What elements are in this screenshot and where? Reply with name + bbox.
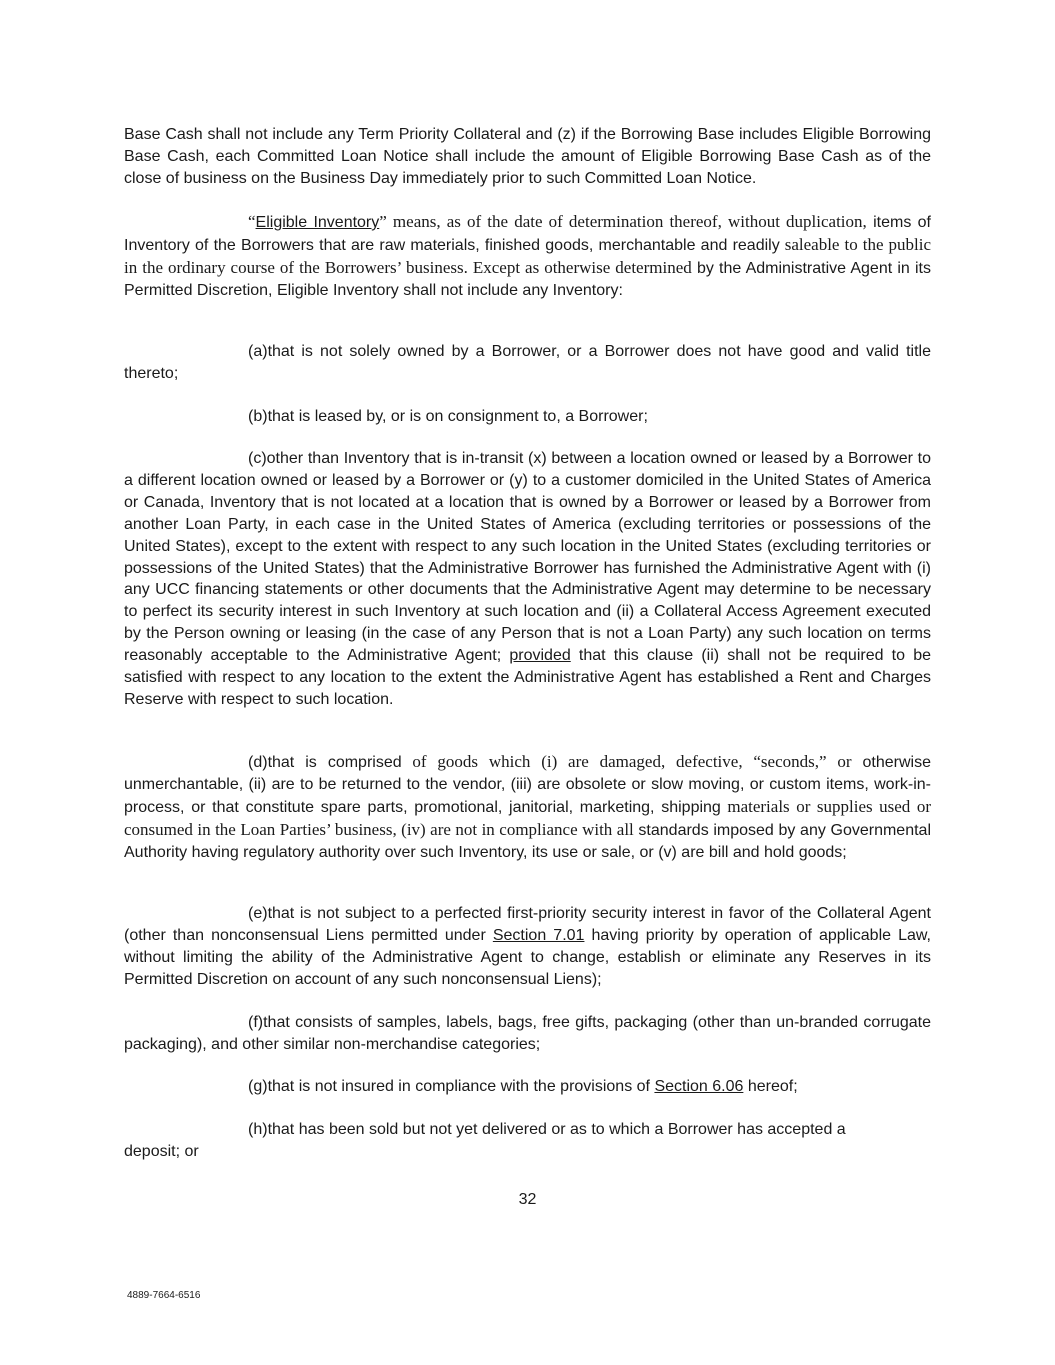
clause-d <box>124 751 931 864</box>
clause-text: that consists of samples, labels, bags, free gifts, packaging (other than un-branded corrugate packaging), and other similar non-merchandise categories; <box>124 1014 931 1053</box>
clause-label: (d) <box>248 754 268 771</box>
definition-text-3: saleable to the public in the ordinary course of the Borrowers’ business. Except as otherwise determined <box>124 234 931 277</box>
quote-open: “ <box>248 212 256 231</box>
clause-text: that is not subject to a perfected first-priority security interest in favor of the Collateral Agent (other than nonconsensual Liens permitted under <box>124 905 931 944</box>
clause-label: (e) <box>248 905 268 922</box>
provided-term: provided <box>509 647 571 665</box>
clause-label: (g) <box>248 1078 268 1095</box>
clause-label: (a) <box>248 343 268 360</box>
definition-eligible-inventory <box>124 211 931 302</box>
clause-text-1: that is comprised <box>267 754 402 771</box>
clause-text: that is not solely owned by a Borrower, or a Borrower does not have good and valid title thereto; <box>124 343 931 382</box>
clause-text-2: of goods which (i) are damaged, defective, “seconds,” or <box>401 752 852 771</box>
intro-paragraph <box>124 124 931 190</box>
section-reference: Section 7.01 <box>492 926 585 944</box>
clause-label: (c) <box>248 450 267 467</box>
clause-e <box>124 903 931 991</box>
clause-h <box>124 1119 931 1141</box>
clause-b <box>124 406 931 428</box>
clause-c <box>124 448 931 711</box>
clause-text-cont: having priority by operation of applicable Law, without limiting the ability of the Administrative Agent to change, establish or eliminate any Reserves in its Permitted Discretion on account of any such nonconsensual Liens); <box>124 926 932 988</box>
clause-text: that is not insured in compliance with the provisions of <box>267 1078 655 1095</box>
clause-text: that is leased by, or is on consignment to, a Borrower; <box>267 408 648 425</box>
clause-label: (h) <box>248 1121 268 1138</box>
clause-h-continuation <box>124 1141 931 1163</box>
clause-text-cont: that this clause (ii) shall not be required to be satisfied with respect to any location to the extent the Administrative Agent has established a Rent and Charges Reserve with respect to such location. <box>124 647 932 708</box>
section-reference: Section 6.06 <box>654 1078 744 1095</box>
intro-text: Base Cash shall not include any Term Priority Collateral and (z) if the Borrowing Base includes Eligible Borrowing Base Cash, each Committed Loan Notice shall include the amount of Eligible Borrowing Base Cash as of the close of business on the Business Day immediately prior to such Committed Loan Notice. <box>124 126 931 187</box>
clause-text-5: standards imposed by any Governmental Authority having regulatory authority over such Inventory, its use or sale, or (v) are bill and hold goods; <box>124 821 931 861</box>
defined-term: Eligible Inventory <box>255 214 380 231</box>
definition-text-2: items of Inventory of the Borrowers that are raw materials, finished goods, merchantable and readily <box>124 214 931 254</box>
clause-label: (b) <box>248 408 268 425</box>
clause-a <box>124 341 931 385</box>
page-number: 32 <box>518 1191 537 1208</box>
clause-text: other than Inventory that is in-transit (x) between a location owned or leased by a Borrower to a different location owned or leased by a Borrower or (y) to a customer domiciled in the United States of America or Canada, Inventory that is not located at a location that is owned by a Borrower or leased by a Borrower from another Loan Party, in each case in the United States of America (excluding territories or possessions of the United States), except to the extent with respect to any such location in the United States (excluding territories or possessions of the United States) that the Administrative Borrower has furnished the Administrative Agent with (i) any UCC financing statements or other documents that the Administrative Agent may determine to be necessary to perfect its security interest in such Inventory at such location and (ii) a Collateral Access Agreement executed by the Person owning or leasing (in the case of any Person that is not a Loan Party) any such location on terms reasonably acceptable to the Administrative Agent; <box>124 450 931 665</box>
definition-text-1: means, as of the date of determination thereof, without duplication, <box>386 212 867 231</box>
clause-text-cont: deposit; or <box>124 1143 199 1160</box>
document-id: 4889-7664-6516 <box>127 1290 201 1301</box>
clause-label: (f) <box>248 1014 264 1031</box>
clause-text: that has been sold but not yet delivered or as to which a Borrower has accepted a <box>267 1121 846 1138</box>
clause-text-3: otherwise unmerchantable, (ii) are to be returned to the vendor, (iii) are obsolete or slow moving, or custom items, work-in-process, or that constitute spare parts, promotional, janitorial, marketing, shipping <box>124 754 932 816</box>
clause-text-4: materials or supplies used or consumed in the Loan Parties’ business, (iv) are not in compliance with all <box>124 796 931 839</box>
clause-f <box>124 1012 931 1056</box>
clause-text-cont: hereof; <box>743 1078 798 1095</box>
clause-g <box>124 1076 931 1098</box>
definition-text-4: by the Administrative Agent in its Permitted Discretion, Eligible Inventory shall not include any Inventory: <box>124 259 931 299</box>
quote-close: ” <box>379 212 387 231</box>
